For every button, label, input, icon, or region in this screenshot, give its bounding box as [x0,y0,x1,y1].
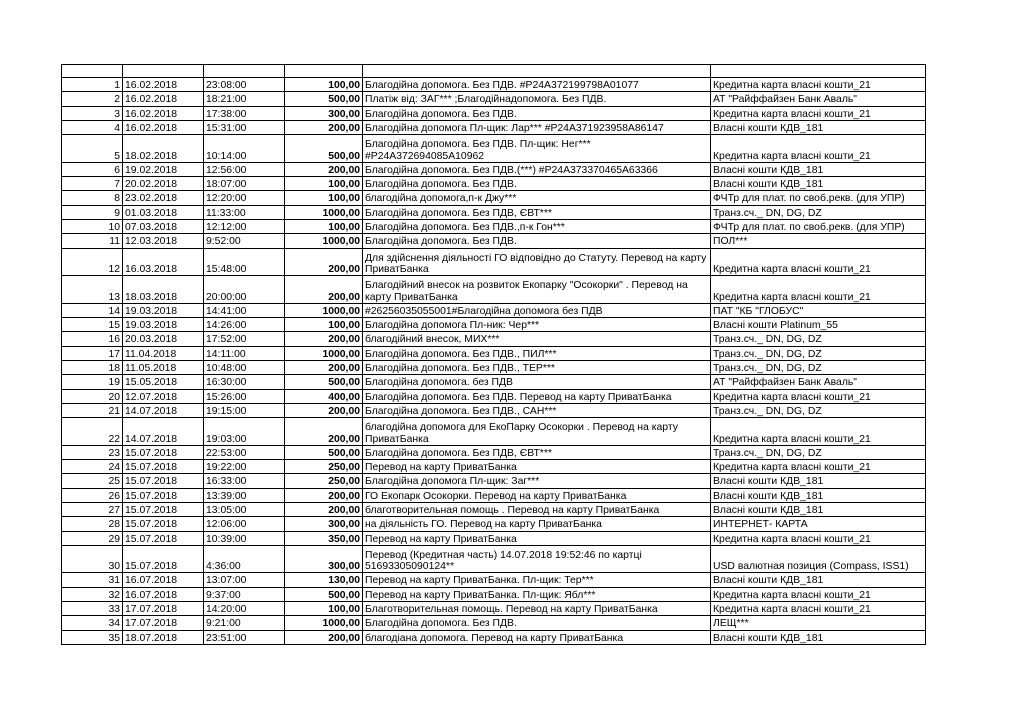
table-row [62,587,926,601]
description-cell: Благодійна допомога. Без ПДВ.,п-к Гон*** [363,219,711,233]
description-cell: Перевод на карту ПриватБанка. Пл-щик: Ябл*** [363,587,711,601]
table-row [62,403,926,417]
source-cell: Власні кошти Platinum_55 [711,318,926,332]
date-cell: 15.07.2018 [123,502,204,516]
table-row [62,78,926,92]
table-row [62,303,926,317]
table-row [62,360,926,374]
table-row [62,445,926,459]
time-cell: 13:05:00 [204,502,285,516]
table-row [62,502,926,516]
source-cell: Власні кошти КДВ_181 [711,120,926,134]
time-cell: 9:21:00 [204,616,285,630]
table-row [62,276,926,304]
table-row [62,545,926,573]
table-row [62,205,926,219]
row-number: 6 [62,162,123,176]
time-cell: 13:07:00 [204,573,285,587]
blank-cell [204,65,285,78]
source-cell: Власні кошти КДВ_181 [711,573,926,587]
table-row [62,573,926,587]
amount-cell: 200,00 [285,120,363,134]
row-number: 9 [62,205,123,219]
amount-cell: 500,00 [285,135,363,163]
time-cell: 16:30:00 [204,375,285,389]
time-cell: 10:14:00 [204,135,285,163]
table-row [62,120,926,134]
date-cell: 16.02.2018 [123,78,204,92]
date-cell: 16.07.2018 [123,587,204,601]
source-cell: Кредитна карта власні кошти_21 [711,135,926,163]
time-cell: 19:03:00 [204,418,285,446]
date-cell: 15.07.2018 [123,445,204,459]
date-cell: 19.03.2018 [123,318,204,332]
row-number: 22 [62,418,123,446]
table-row [62,460,926,474]
description-cell: Благодійна допомога. без ПДВ [363,375,711,389]
row-number: 13 [62,276,123,304]
blank-cell [363,65,711,78]
source-cell: Транз.сч._ DN, DG, DZ [711,205,926,219]
amount-cell: 300,00 [285,517,363,531]
time-cell: 17:52:00 [204,332,285,346]
description-cell: Благодійна допомога. Без ПДВ. [363,177,711,191]
description-cell: Благодійна допомога. Без ПДВ. [363,234,711,248]
date-cell: 16.02.2018 [123,106,204,120]
amount-cell: 1000,00 [285,205,363,219]
amount-cell: 250,00 [285,460,363,474]
blank-cell [62,65,123,78]
row-number: 33 [62,601,123,615]
table-row [62,346,926,360]
time-cell: 18:07:00 [204,177,285,191]
date-cell: 14.07.2018 [123,403,204,417]
description-cell: Благодійна допомога. Без ПДВ.(***) #P24A373370465A63366 [363,162,711,176]
row-number: 24 [62,460,123,474]
table-row [62,177,926,191]
amount-cell: 100,00 [285,219,363,233]
row-number: 34 [62,616,123,630]
table-row [62,135,926,163]
source-cell: USD валютная позиция (Compass, ISS1) [711,545,926,573]
amount-cell: 500,00 [285,375,363,389]
time-cell: 13:39:00 [204,488,285,502]
description-cell: Благодійна допомога Пл-ник: Чер*** [363,318,711,332]
source-cell: Кредитна карта власні кошти_21 [711,78,926,92]
date-cell: 17.07.2018 [123,616,204,630]
date-cell: 16.07.2018 [123,573,204,587]
time-cell: 12:56:00 [204,162,285,176]
date-cell: 19.02.2018 [123,162,204,176]
description-cell: благодіана допомога. Перевод на карту ПриватБанка [363,630,711,644]
source-cell: Кредитна карта власні кошти_21 [711,418,926,446]
amount-cell: 1000,00 [285,234,363,248]
amount-cell: 500,00 [285,92,363,106]
date-cell: 15.07.2018 [123,474,204,488]
description-cell: Перевод на карту ПриватБанка [363,460,711,474]
date-cell: 14.07.2018 [123,418,204,446]
table-row [62,531,926,545]
date-cell: 12.03.2018 [123,234,204,248]
blank-cell [285,65,363,78]
time-cell: 10:48:00 [204,360,285,374]
amount-cell: 200,00 [285,403,363,417]
time-cell: 4:36:00 [204,545,285,573]
amount-cell: 100,00 [285,78,363,92]
time-cell: 11:33:00 [204,205,285,219]
amount-cell: 100,00 [285,191,363,205]
table-row [62,219,926,233]
date-cell: 16.02.2018 [123,120,204,134]
row-number: 28 [62,517,123,531]
row-number: 19 [62,375,123,389]
table-row [62,517,926,531]
row-number: 21 [62,403,123,417]
row-number: 5 [62,135,123,163]
amount-cell: 400,00 [285,389,363,403]
table-row [62,318,926,332]
row-number: 23 [62,445,123,459]
description-cell: Для здійснення діяльності ГО відповідно до Статуту. Перевод на карту ПриватБанка [363,248,711,276]
row-number: 17 [62,346,123,360]
time-cell: 19:22:00 [204,460,285,474]
row-number: 31 [62,573,123,587]
date-cell: 19.03.2018 [123,303,204,317]
source-cell: ПАТ "КБ "ГЛОБУС" [711,303,926,317]
amount-cell: 100,00 [285,318,363,332]
source-cell: Кредитна карта власні кошти_21 [711,106,926,120]
date-cell: 18.03.2018 [123,276,204,304]
source-cell: Кредитна карта власні кошти_21 [711,460,926,474]
time-cell: 15:26:00 [204,389,285,403]
description-cell: Перевод на карту ПриватБанка [363,531,711,545]
table-row [62,630,926,644]
amount-cell: 300,00 [285,545,363,573]
source-cell: Транз.сч._ DN, DG, DZ [711,332,926,346]
time-cell: 16:33:00 [204,474,285,488]
time-cell: 12:06:00 [204,517,285,531]
blank-cell [711,65,926,78]
source-cell: Кредитна карта власні кошти_21 [711,587,926,601]
description-cell: Благодійна допомога. Без ПДВ., ТЕР*** [363,360,711,374]
source-cell: ПОЛ*** [711,234,926,248]
date-cell: 12.07.2018 [123,389,204,403]
row-number: 3 [62,106,123,120]
time-cell: 12:20:00 [204,191,285,205]
table-row [62,92,926,106]
time-cell: 18:21:00 [204,92,285,106]
row-number: 15 [62,318,123,332]
amount-cell: 300,00 [285,106,363,120]
amount-cell: 200,00 [285,418,363,446]
document-sheet [61,64,926,645]
date-cell: 15.07.2018 [123,517,204,531]
source-cell: АТ "Райффайзен Банк Аваль" [711,375,926,389]
row-number: 2 [62,92,123,106]
description-cell: благодійна допомога для ЕкоПарку Осокорки . Перевод на карту ПриватБанка [363,418,711,446]
time-cell: 14:41:00 [204,303,285,317]
table-row [62,389,926,403]
amount-cell: 200,00 [285,488,363,502]
time-cell: 15:31:00 [204,120,285,134]
amount-cell: 1000,00 [285,346,363,360]
date-cell: 15.07.2018 [123,545,204,573]
description-cell: Благодійна допомога Пл-щик: Заг*** [363,474,711,488]
amount-cell: 350,00 [285,531,363,545]
description-cell: Платіж від: ЗАГ*** ;Благодійнадопомога. Без ПДВ. [363,92,711,106]
table-row [62,601,926,615]
amount-cell: 1000,00 [285,303,363,317]
amount-cell: 250,00 [285,474,363,488]
time-cell: 20:00:00 [204,276,285,304]
time-cell: 14:11:00 [204,346,285,360]
time-cell: 17:38:00 [204,106,285,120]
amount-cell: 200,00 [285,360,363,374]
description-cell: Благодійна допомога. Без ПДВ. #P24A372199798A01077 [363,78,711,92]
date-cell: 20.03.2018 [123,332,204,346]
source-cell: Кредитна карта власні кошти_21 [711,601,926,615]
transactions-table [61,64,926,645]
row-number: 4 [62,120,123,134]
description-cell: Благодійна допомога. Без ПДВ. [363,616,711,630]
amount-cell: 500,00 [285,587,363,601]
time-cell: 15:48:00 [204,248,285,276]
table-top-row [62,65,926,78]
transactions-table-body [62,65,926,645]
source-cell: Кредитна карта власні кошти_21 [711,276,926,304]
date-cell: 23.02.2018 [123,191,204,205]
source-cell: Власні кошти КДВ_181 [711,474,926,488]
amount-cell: 200,00 [285,332,363,346]
date-cell: 16.03.2018 [123,248,204,276]
table-row [62,488,926,502]
table-row [62,474,926,488]
source-cell: Власні кошти КДВ_181 [711,502,926,516]
source-cell: Транз.сч._ DN, DG, DZ [711,360,926,374]
source-cell: ИНТЕРНЕТ- КАРТА [711,517,926,531]
date-cell: 11.05.2018 [123,360,204,374]
description-cell: Благодійний внесок на розвиток Екопарку "Осокорки" . Перевод на карту ПриватБанка [363,276,711,304]
date-cell: 20.02.2018 [123,177,204,191]
row-number: 20 [62,389,123,403]
date-cell: 15.07.2018 [123,460,204,474]
row-number: 12 [62,248,123,276]
time-cell: 23:51:00 [204,630,285,644]
description-cell: благодійна допомога,п-к Джу*** [363,191,711,205]
table-row [62,234,926,248]
source-cell: Власні кошти КДВ_181 [711,630,926,644]
date-cell: 01.03.2018 [123,205,204,219]
amount-cell: 1000,00 [285,616,363,630]
source-cell: Кредитна карта власні кошти_21 [711,248,926,276]
time-cell: 14:20:00 [204,601,285,615]
date-cell: 18.02.2018 [123,135,204,163]
description-cell: Благодійна допомога. Без ПДВ. [363,106,711,120]
source-cell: Власні кошти КДВ_181 [711,177,926,191]
amount-cell: 100,00 [285,601,363,615]
date-cell: 07.03.2018 [123,219,204,233]
time-cell: 10:39:00 [204,531,285,545]
row-number: 32 [62,587,123,601]
description-cell: Благодійна допомога. Без ПДВ., САН*** [363,403,711,417]
row-number: 27 [62,502,123,516]
date-cell: 17.07.2018 [123,601,204,615]
description-cell: Благодійна допомога. Без ПДВ., ПИЛ*** [363,346,711,360]
table-row [62,248,926,276]
description-cell: Благодійна допомога. Без ПДВ, ЄВТ*** [363,445,711,459]
row-number: 16 [62,332,123,346]
date-cell: 15.05.2018 [123,375,204,389]
description-cell: благодійний внесок, МИХ*** [363,332,711,346]
table-row [62,162,926,176]
source-cell: ЛЕЩ*** [711,616,926,630]
source-cell: Транз.сч._ DN, DG, DZ [711,445,926,459]
date-cell: 11.04.2018 [123,346,204,360]
time-cell: 9:52:00 [204,234,285,248]
source-cell: Кредитна карта власні кошти_21 [711,531,926,545]
time-cell: 12:12:00 [204,219,285,233]
blank-cell [123,65,204,78]
row-number: 35 [62,630,123,644]
description-cell: Перевод (Кредитная часть) 14.07.2018 19:52:46 по картці 51693305090124** [363,545,711,573]
amount-cell: 500,00 [285,445,363,459]
time-cell: 9:37:00 [204,587,285,601]
table-row [62,616,926,630]
table-row [62,332,926,346]
row-number: 10 [62,219,123,233]
description-cell: Благодійна допомога Пл-щик: Лар*** #P24A371923958A86147 [363,120,711,134]
source-cell: ФЧТр для плат. по своб.рекв. (для УПР) [711,191,926,205]
row-number: 25 [62,474,123,488]
table-row [62,106,926,120]
amount-cell: 200,00 [285,276,363,304]
description-cell: Перевод на карту ПриватБанка. Пл-щик: Тер*** [363,573,711,587]
row-number: 29 [62,531,123,545]
date-cell: 15.07.2018 [123,488,204,502]
description-cell: Благодійна допомога. Без ПДВ, ЄВТ*** [363,205,711,219]
time-cell: 22:53:00 [204,445,285,459]
row-number: 1 [62,78,123,92]
amount-cell: 200,00 [285,162,363,176]
time-cell: 14:26:00 [204,318,285,332]
description-cell: ГО Екопарк Осокорки. Перевод на карту ПриватБанка [363,488,711,502]
description-cell: Благодійна допомога. Без ПДВ. Пл-щик: Нег*** #P24A372694085A10962 [363,135,711,163]
row-number: 7 [62,177,123,191]
row-number: 26 [62,488,123,502]
source-cell: Власні кошти КДВ_181 [711,488,926,502]
amount-cell: 200,00 [285,630,363,644]
description-cell: на діяльність ГО. Перевод на карту ПриватБанка [363,517,711,531]
amount-cell: 100,00 [285,177,363,191]
table-row [62,375,926,389]
description-cell: #26256035055001#Благодійна допомога без ПДВ [363,303,711,317]
description-cell: Благотворительная помощь. Перевод на карту ПриватБанка [363,601,711,615]
amount-cell: 200,00 [285,502,363,516]
table-row [62,191,926,205]
source-cell: Власні кошти КДВ_181 [711,162,926,176]
source-cell: АТ "Райффайзен Банк Аваль" [711,92,926,106]
row-number: 30 [62,545,123,573]
row-number: 11 [62,234,123,248]
source-cell: ФЧТр для плат. по своб.рекв. (для УПР) [711,219,926,233]
row-number: 18 [62,360,123,374]
source-cell: Транз.сч._ DN, DG, DZ [711,346,926,360]
time-cell: 23:08:00 [204,78,285,92]
row-number: 8 [62,191,123,205]
source-cell: Кредитна карта власні кошти_21 [711,389,926,403]
date-cell: 15.07.2018 [123,531,204,545]
row-number: 14 [62,303,123,317]
amount-cell: 130,00 [285,573,363,587]
amount-cell: 200,00 [285,248,363,276]
description-cell: благотворительная помощь . Перевод на карту ПриватБанка [363,502,711,516]
date-cell: 16.02.2018 [123,92,204,106]
description-cell: Благодійна допомога. Без ПДВ. Перевод на карту ПриватБанка [363,389,711,403]
source-cell: Транз.сч._ DN, DG, DZ [711,403,926,417]
date-cell: 18.07.2018 [123,630,204,644]
table-row [62,418,926,446]
time-cell: 19:15:00 [204,403,285,417]
